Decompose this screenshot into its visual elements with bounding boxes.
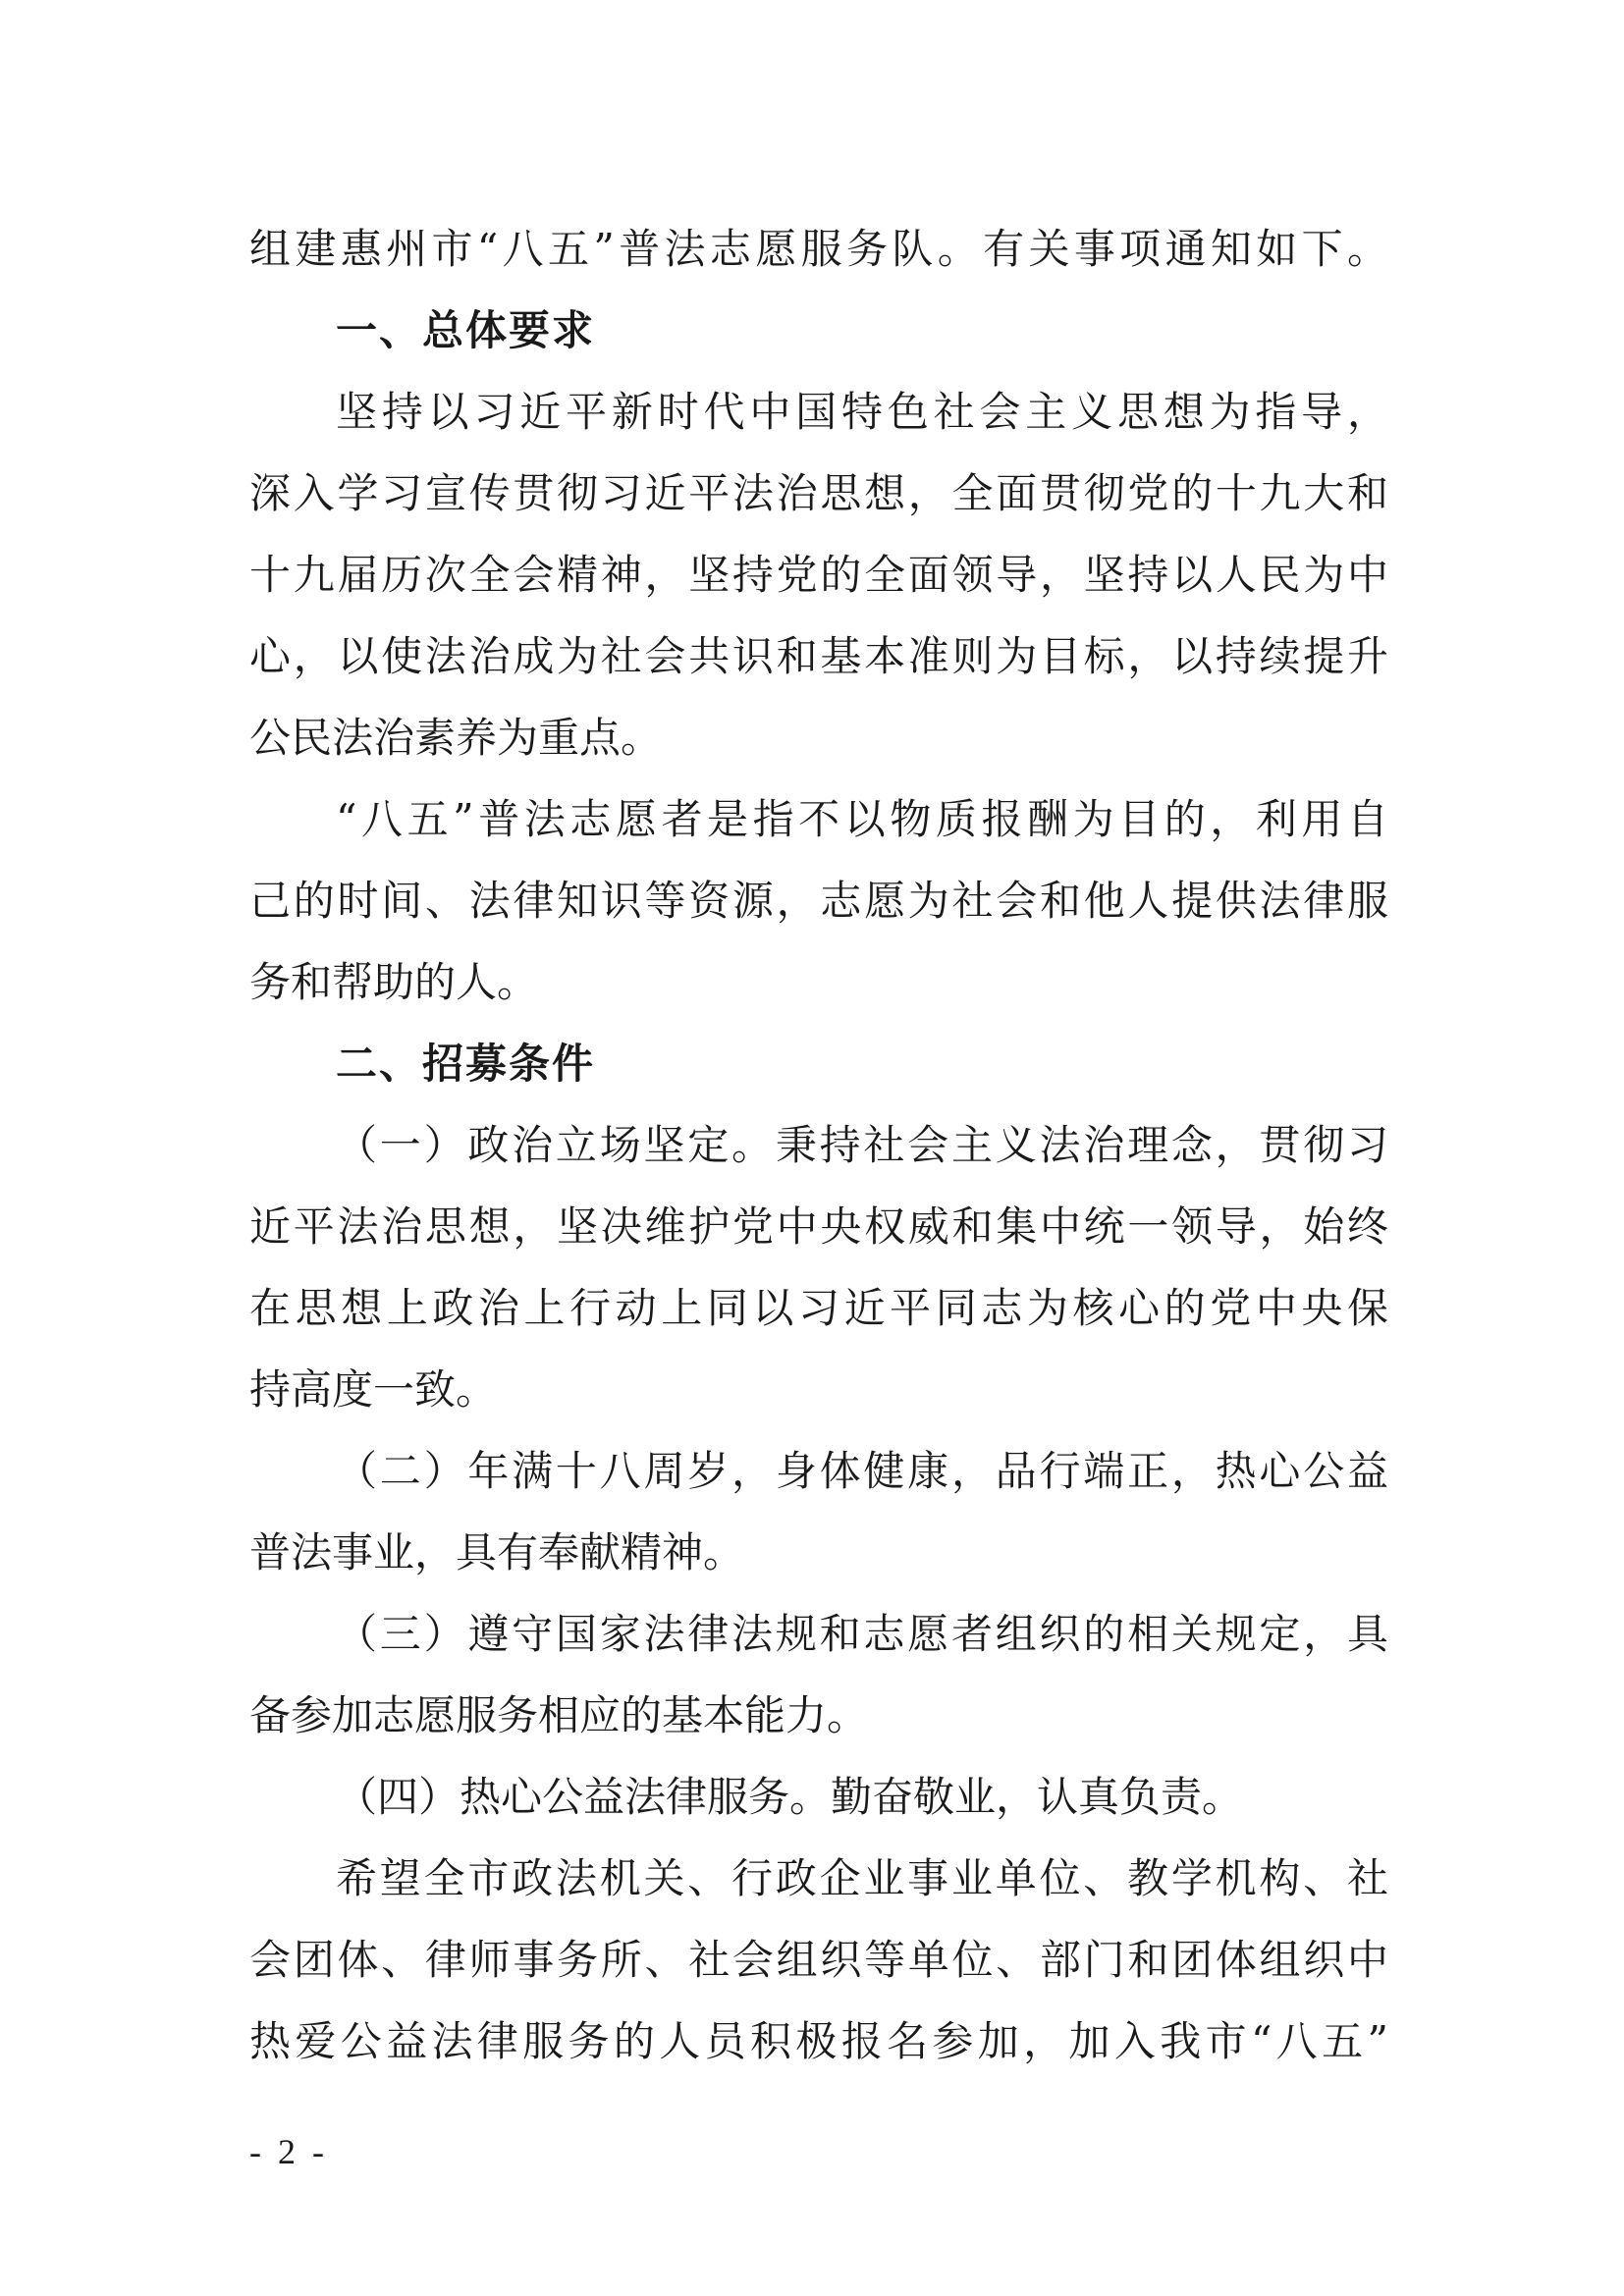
body-line: 持高度一致。: [249, 1365, 498, 1414]
body-line: （一）政治立场坚定。秉持社会主义法治理念，贯彻习: [336, 1121, 1388, 1169]
body-line: 深入学习宣传贯彻习近平法治思想，全面贯彻党的十九大和: [249, 469, 1388, 517]
body-line: 坚持以习近平新时代中国特色社会主义思想为指导，: [336, 388, 1388, 436]
body-line: 普法事业，具有奉献精神。: [249, 1528, 745, 1576]
body-line: 希望全市政法机关、行政企业事业单位、教学机构、社: [336, 1854, 1388, 1902]
body-line: 己的时间、法律知识等资源，志愿为社会和他人提供法律服: [249, 877, 1388, 925]
page-number: - 2 -: [249, 2132, 328, 2171]
body-line: （二）年满十八周岁，身体健康，品行端正，热心公益: [336, 1447, 1388, 1495]
body-line: “八五”普法志愿者是指不以物质报酬为目的，利用自: [336, 795, 1388, 843]
body-line: 近平法治思想，坚决维护党中央权威和集中统一领导，始终: [249, 1202, 1388, 1251]
body-line: 务和帮助的人。: [249, 958, 539, 1006]
body-line: 组建惠州市“八五”普法志愿服务队。有关事项通知如下。: [249, 225, 1388, 273]
body-line: 会团体、律师事务所、社会组织等单位、部门和团体组织中: [249, 1936, 1388, 1984]
body-line: 十九届历次全会精神，坚持党的全面领导，坚持以人民为中: [249, 551, 1388, 599]
body-line: （四）热心公益法律服务。勤奋敬业，认真负责。: [336, 1773, 1244, 1821]
body-line: （三）遵守国家法律法规和志愿者组织的相关规定，具: [336, 1610, 1388, 1658]
body-line: 热爱公益法律服务的人员积极报名参加，加入我市“八五”: [249, 2017, 1388, 2065]
body-line: 公民法治素养为重点。: [249, 714, 663, 762]
section-heading-recruitment-conditions: 二、招募条件: [336, 1040, 596, 1088]
section-heading-general-requirements: 一、总体要求: [336, 306, 596, 354]
body-line: 在思想上政治上行动上同以习近平同志为核心的党中央保: [249, 1284, 1388, 1332]
body-line: 备参加志愿服务相应的基本能力。: [249, 1691, 869, 1739]
body-line: 心，以使法治成为社会共识和基本准则为目标，以持续提升: [249, 632, 1388, 680]
